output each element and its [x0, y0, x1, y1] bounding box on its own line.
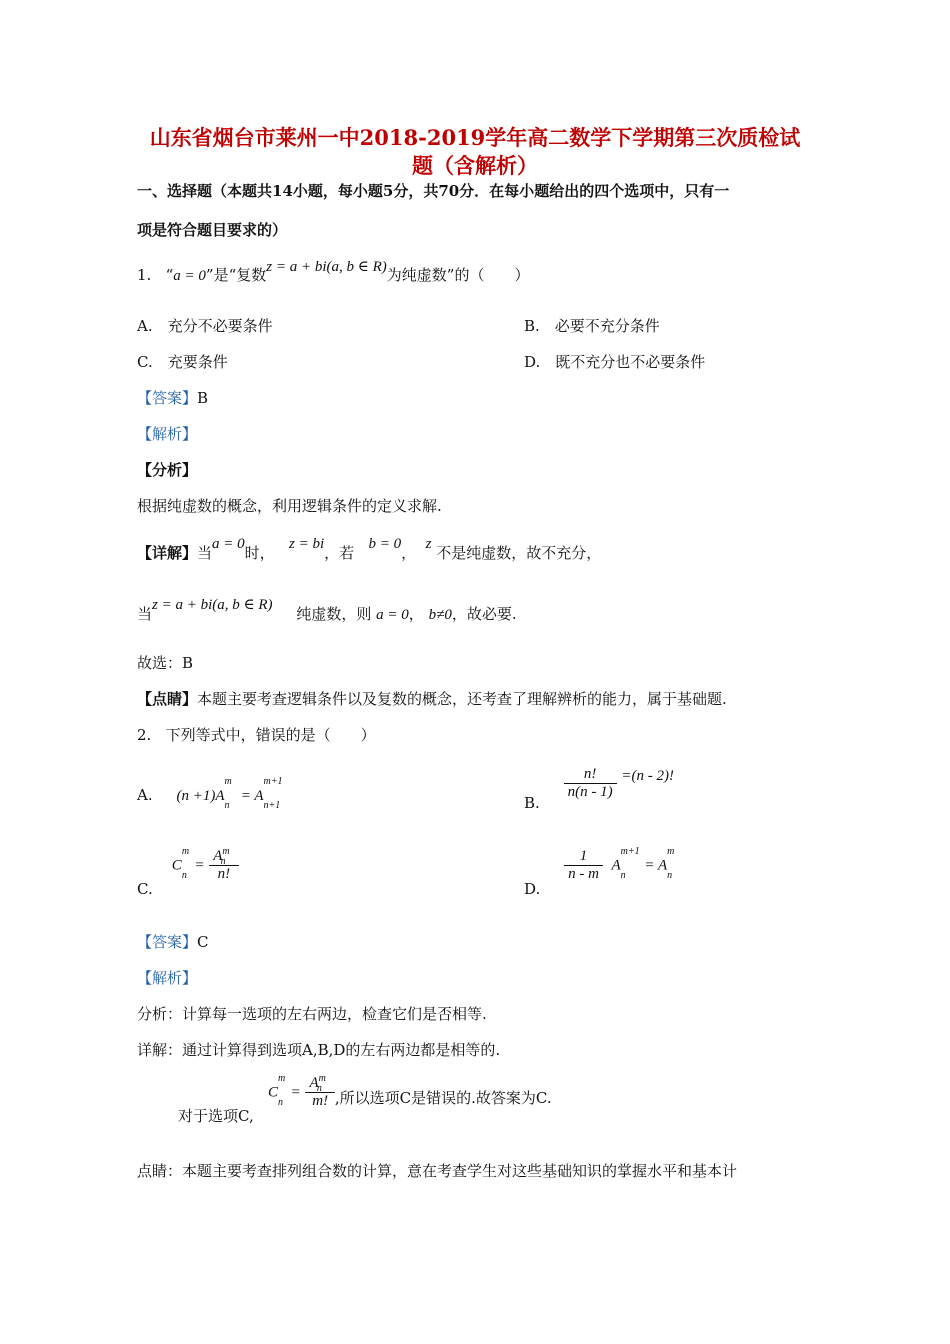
q1-math-a-eq-0: a = 0 — [173, 268, 206, 284]
q1-detail-line2 — [137, 597, 517, 624]
q1-detail-math-1: a = 0 — [212, 536, 245, 552]
q1-detail-text-3: ，若 — [324, 544, 355, 562]
q1-detail-label: 【详解】 — [137, 544, 198, 562]
q1-stem-text-a: “ — [165, 266, 174, 284]
section-heading-line2: 项是符合题目要求的） — [137, 221, 288, 239]
q2-option-b-rhs: =(n - 2)! — [621, 767, 675, 784]
q1-comment-text: 本题主要考查逻辑条件以及复数的概念，还考查了理解辨析的能力，属于基础题. — [197, 690, 727, 708]
q1-option-d: D. 既不充分也不必要条件 — [524, 353, 706, 371]
q1-line2-math-1: z = a + bi(a, b ∈ R) — [152, 597, 273, 613]
q2-for-c-text-2: ,所以选项C是错误的.故答案为C. — [334, 1088, 552, 1107]
q2-option-c-fraction: $\frac{A^m_n}{n!}$ — [209, 848, 238, 883]
q1-detail-text-2: 时， — [244, 544, 275, 562]
q1-detail-text-4: ， — [401, 544, 417, 562]
q2-option-a-label: A. — [137, 786, 153, 804]
q1-detail-line1 — [137, 536, 602, 563]
q2-for-c-fraction: $\frac{A^m_n}{m!}$ — [305, 1075, 334, 1110]
q1-fenxi-label: 【分析】 — [137, 461, 198, 479]
q1-stem — [137, 259, 530, 285]
q2-number: 2. — [137, 726, 152, 744]
q1-line2-text-1: 当 — [137, 605, 153, 623]
q1-line2-text-3: ， — [408, 605, 424, 623]
section-heading-line1: 一、选择题（本题共14小题，每小题5分，共70分．在每小题给出的四个选项中，只有一 — [137, 182, 730, 200]
q2-option-a-formula: (n +1)A m $_n$ = A m+1 $_{n+1}$ — [176, 776, 283, 811]
q2-answer-label: 【答案】 — [137, 933, 198, 951]
q1-option-a: A. 充分不必要条件 — [137, 317, 273, 335]
q2-fenxi: 分析：计算每一选项的左右两边，检查它们是否相等. — [137, 1005, 487, 1023]
q1-detail-math-3: b = 0 — [368, 536, 402, 552]
q2-stem — [137, 724, 376, 745]
q2-option-b — [524, 766, 675, 812]
q2-option-d-label: D. — [524, 879, 541, 898]
q1-line2-text-2: 纯虚数，则 — [296, 605, 372, 623]
q1-choose: 故选：B — [137, 654, 194, 672]
q2-option-a — [137, 776, 283, 811]
q1-stem-text-c: 为纯虚数”的（ ） — [386, 266, 530, 284]
q2-stem-text: 下列等式中，错误的是（ ） — [165, 726, 376, 744]
q1-number: 1. — [137, 266, 152, 284]
q1-fenxi-text: 根据纯虚数的概念，利用逻辑条件的定义求解. — [137, 497, 442, 515]
q2-option-c — [137, 845, 239, 898]
q1-math-complex: z = a + bi(a, b ∈ R) — [266, 259, 387, 275]
doc-title-line2: 题（含解析） — [412, 153, 538, 178]
q2-detail: 详解：通过计算得到选项A,B,D的左右两边都是相等的. — [137, 1041, 501, 1059]
q1-line2-math-2: a = 0 — [376, 607, 409, 623]
q2-option-b-fraction: $\frac{n!}{n(n - 1)}$ — [564, 766, 617, 801]
q2-option-d-rhs: A m+1 $_n$ = A m $_n$ — [607, 845, 675, 881]
q1-stem-text-b: ”是“复数 — [205, 266, 267, 284]
q1-answer — [137, 387, 208, 408]
q1-comment — [137, 688, 727, 709]
q2-option-d — [524, 845, 675, 898]
q2-option-c-label: C. — [137, 879, 153, 898]
q1-detail-text-1: 当 — [197, 544, 213, 562]
q1-answer-label: 【答案】 — [137, 389, 198, 407]
q1-line2-math-3: b≠0 — [428, 607, 452, 623]
q2-for-c-lhs: C m $_n$ = — [268, 1072, 301, 1108]
q1-answer-value: B — [197, 389, 209, 407]
q1-comment-label: 【点睛】 — [137, 690, 198, 708]
q1-detail-math-2: z = bi — [288, 536, 325, 552]
q2-answer-value: C — [197, 933, 209, 951]
q2-for-option-c — [178, 1072, 552, 1125]
q1-jiexi-label: 【解析】 — [137, 425, 198, 443]
q2-option-b-label: B. — [524, 793, 540, 812]
doc-title-line1: 山东省烟台市莱州一中2018-2019学年高二数学下学期第三次质检试 — [149, 125, 801, 150]
q1-line2-text-4: ，故必要. — [451, 605, 517, 623]
q1-option-b: B. 必要不充分条件 — [524, 317, 660, 335]
q1-detail-math-4: z — [425, 536, 432, 552]
q1-detail-text-5: 不是纯虚数，故不充分， — [436, 544, 602, 562]
q2-option-c-lhs: C m $_n$ = — [171, 845, 205, 881]
q2-answer — [137, 931, 209, 952]
q2-jiexi-label: 【解析】 — [137, 969, 198, 987]
q2-comment: 点睛：本题主要考查排列组合数的计算，意在考查学生对这些基础知识的掌握水平和基本计 — [137, 1162, 738, 1180]
q2-option-d-fraction: $\frac{1}{n - m}$ — [564, 848, 603, 883]
q1-option-c: C. 充要条件 — [137, 353, 228, 371]
q2-for-c-text-1: 对于选项C, — [178, 1106, 254, 1125]
